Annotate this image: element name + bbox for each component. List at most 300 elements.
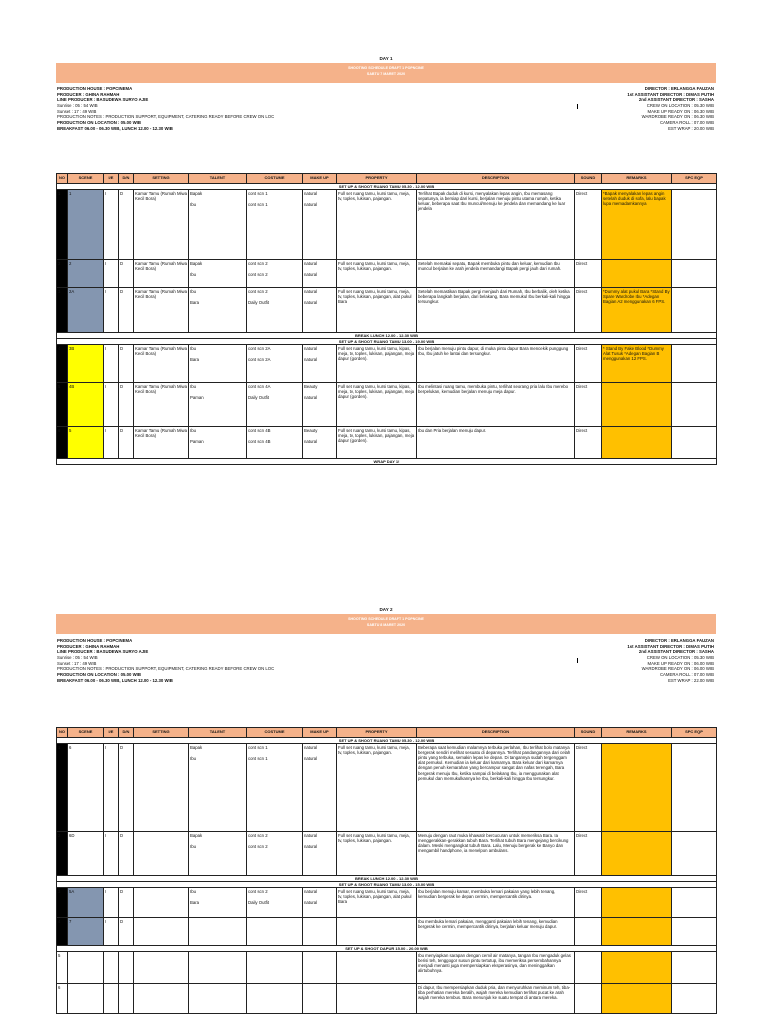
day1-title-banner — [56, 63, 716, 83]
spc-eqp-cell — [672, 984, 717, 1014]
scene-number: 4 — [57, 345, 68, 383]
spc-eqp-cell — [672, 190, 717, 260]
spc-eqp-cell — [672, 918, 717, 946]
scene-id: 3B — [68, 345, 104, 383]
table-row — [57, 345, 717, 383]
table-row — [57, 984, 717, 1014]
costume-cell-secondary: cont scn 2A — [248, 356, 271, 362]
talent-cell — [189, 832, 247, 876]
interior-exterior — [104, 952, 119, 984]
scene-number: 2 — [57, 832, 68, 876]
info-line: 1st ASSISTANT DIRECTOR : DIMAS PUTIH — [627, 91, 714, 97]
talent-cell-primary: Ibu — [190, 427, 196, 433]
section-label: BREAK LUNCH 12.00 - 12.30 WIB — [57, 876, 717, 882]
info-line: PRODUCER : GHINA RAHMAH — [57, 643, 120, 649]
remarks-cell — [602, 383, 672, 427]
day1-date: SABTU 7 MARET 2020 — [366, 71, 406, 76]
costume-cell-secondary: cont scn 4B — [248, 438, 271, 444]
makeup-cell — [303, 984, 337, 1014]
costume-cell-primary: cont scn 2 — [248, 832, 268, 838]
column-header: MAKE UP — [303, 174, 337, 184]
table-row — [57, 744, 717, 832]
scene-id: 2A — [68, 288, 104, 333]
costume-cell-secondary: cont scn 1 — [248, 201, 268, 207]
info-line: LINE PRODUCER : BASUDEWA SURYO AJIE — [57, 649, 149, 655]
day-night: D — [119, 832, 134, 876]
makeup-cell-primary: natural — [304, 260, 318, 266]
property-cell: Full set ruang tamu, kursi tamu, meja, tv, toples, lukisan, pajangan, alat pukul Bara — [337, 888, 417, 918]
costume-cell-primary: cont scn 1 — [248, 744, 268, 750]
makeup-cell-secondary: natural — [304, 755, 318, 761]
property-cell: Full set ruang tamu, kursi tamu, kipas, meja, tv, toples, lukisan, pajangan, meja dapur (gorden). — [337, 345, 417, 383]
column-header: REMARKS — [602, 728, 672, 738]
description-cell: Di dapur, Ibu mempersiapkan duduk pria, dan menyuruhkan meminum teh, tiba-tiba perhatian mereka beralih, wajah mereka kemudian terlihat pucat ke arah wajah mereka tembus. Bara menunjuk ke suatu tempat di antara mereka. — [417, 984, 575, 1014]
column-header: NO — [57, 728, 68, 738]
day2-schedule-table — [56, 727, 717, 1014]
column-header: COSTUME — [247, 174, 303, 184]
costume-cell-secondary: Daily Outfit — [248, 899, 270, 905]
day2-left-info — [57, 638, 397, 684]
day1-label: DAY 1 — [379, 56, 393, 61]
sound-cell: Direct — [575, 888, 602, 918]
talent-cell-primary: Bapak — [190, 832, 203, 838]
makeup-cell-gap — [304, 919, 335, 925]
costume-cell-primary: cont scn 2 — [248, 888, 268, 894]
scene-id: 5A — [68, 888, 104, 918]
remarks-cell: * Stand By Fake Blood *Dummy Alat Tusuk *Adegan Bagian B menggunakan 12 FPS. — [602, 345, 672, 383]
remarks-cell — [602, 260, 672, 288]
column-header: SOUND — [575, 728, 602, 738]
talent-cell — [189, 260, 247, 288]
interior-exterior: I — [104, 427, 119, 459]
description-cell: Ibu melintasi ruang tamu, membuka pintu, terlihat seorang pria lalu Ibu merebo berpelukan, kemudian berjalan menuju meja dapur. — [417, 383, 575, 427]
sound-cell: Direct — [575, 383, 602, 427]
description-cell: Setelah memastikan Bapak pergi menjauh dari Rumah, Ibu berbalik, oleh ketika beberapa langkah berjalan, dari belakang, Bara memukul Ibu berkali-kali hingga tersungkur. — [417, 288, 575, 333]
info-line: Sunrise : 05 : 54 WIB — [57, 655, 98, 661]
spc-eqp-cell — [672, 952, 717, 984]
column-header: REMARKS — [602, 174, 672, 184]
talent-cell-primary: Bapak — [190, 744, 203, 750]
makeup-cell — [303, 832, 337, 876]
remarks-cell: *Dummy alat pukul Bara *Stand By Spare Wardrobe Ibu *Adegan Bagian A2 menggunakan 6 FPS. — [602, 288, 672, 333]
info-line: PRODUCTION NOTES : PRODUCTION SUPPORT, EQUIPMENT, CATERING READY BEFORE CREW ON LOC — [57, 666, 275, 672]
property-cell: Full set ruang tamu, kursi tamu, meja, tv, toples, lukisan, pajangan, alat pukul Bara — [337, 288, 417, 333]
info-line: CREW ON LOCATION : 05.30 WIB — [646, 655, 714, 661]
spc-eqp-cell — [672, 383, 717, 427]
description-cell: Ibu membuka lemari pakaian, mengganti pakaian lebih tenang, kemudian bergerak ke cermin, mempercantik dirinya, berjalan keluar menuju dapur. — [417, 918, 575, 946]
column-header: COSTUME — [247, 728, 303, 738]
makeup-cell-secondary: natural — [304, 271, 318, 277]
talent-cell — [189, 744, 247, 832]
section-label: SET UP & SHOOT RUANG TAMU 05.30 - 12.00 WIB — [57, 738, 717, 744]
scene-number: 5 — [57, 383, 68, 427]
remarks-cell — [602, 427, 672, 459]
makeup-cell — [303, 952, 337, 984]
column-header: D/N — [119, 174, 134, 184]
setting-cell — [134, 918, 189, 946]
column-header: D/N — [119, 728, 134, 738]
talent-cell-secondary: Ibu — [190, 201, 196, 207]
info-line: 1st ASSISTANT DIRECTOR : DIMAS PUTIH — [627, 643, 714, 649]
setting-cell: Kamar Tamu (Rumah Miwa Kecil Bora) — [134, 190, 189, 260]
makeup-cell — [303, 345, 337, 383]
talent-cell — [189, 918, 247, 946]
property-cell: Full set ruang tamu, kursi tamu, kipas, meja, tv, toples, lukisan, pajangan, meja dapur (gorden). — [337, 427, 417, 459]
scene-id: 5 — [68, 427, 104, 459]
talent-cell — [189, 288, 247, 333]
sound-cell: Direct — [575, 427, 602, 459]
remarks-cell — [602, 888, 672, 918]
column-header: SOUND — [575, 174, 602, 184]
talent-cell-secondary: Ibu — [190, 271, 196, 277]
setting-cell — [134, 952, 189, 984]
setting-cell: Kamar Tamu (Rumah Miwa Kecil Bora) — [134, 288, 189, 333]
sound-cell — [575, 918, 602, 946]
property-cell: Full set ruang tamu, kursi tamu, meja, tv, toples, lukisan, pajangan. — [337, 744, 417, 832]
talent-cell-secondary: Bara — [190, 356, 200, 362]
column-header: MAKE UP — [303, 728, 337, 738]
day1-schedule-title: SHOOTING SCHEDULE DRAFT 1 POPNCINE — [348, 66, 424, 70]
costume-cell-primary: cont scn 2 — [248, 288, 268, 294]
makeup-cell-secondary: natural — [304, 843, 318, 849]
talent-cell — [189, 190, 247, 260]
costume-cell-gap — [248, 953, 301, 959]
makeup-cell-primary: natural — [304, 744, 318, 750]
sound-cell: Direct — [575, 744, 602, 832]
talent-cell-secondary: Paman — [190, 438, 204, 444]
scene-id: 7 — [68, 918, 104, 946]
spc-eqp-cell — [672, 288, 717, 333]
property-cell: Full set ruang tamu, kursi tamu, meja, tv, toples, lukisan, pajangan. — [337, 190, 417, 260]
description-cell: Setelah memakai sepatu, Bapak membuka pintu dan keluar, kemudian Ibu muncul berjalan ke arah jendela memandangi Bapak pergi jauh dari rumah. — [417, 260, 575, 288]
table-row — [57, 888, 717, 918]
interior-exterior: I — [104, 918, 119, 946]
setting-cell — [134, 888, 189, 918]
table-row — [57, 190, 717, 260]
talent-cell-primary: Bapak — [190, 190, 203, 196]
table-row — [57, 918, 717, 946]
talent-cell — [189, 888, 247, 918]
scene-number: 3 — [57, 888, 68, 918]
costume-cell — [247, 288, 303, 333]
day-night: D — [119, 260, 134, 288]
costume-cell-primary: cont scn 2 — [248, 260, 268, 266]
makeup-cell-primary: natural — [304, 288, 318, 294]
talent-cell-gap — [190, 919, 245, 925]
day1-left-info — [57, 86, 397, 132]
day-night: D — [119, 918, 134, 946]
interior-exterior: I — [104, 832, 119, 876]
column-header: SETTING — [134, 728, 189, 738]
property-cell: Full set ruang tamu, kursi tamu, kipas, meja, tv, toples, lukisan, pajangan, meja dapur (gorden). — [337, 383, 417, 427]
info-line: BREAKFAST 06.00 - 06.30 WIB, LUNCH 12.00 - 12.30 WIB — [57, 677, 173, 683]
makeup-cell-secondary: natural — [304, 356, 318, 362]
info-line: CAMERA ROLL : 07.00 WIB — [659, 672, 714, 678]
scene-id: 1 — [68, 190, 104, 260]
info-line: EST WRAP : 22.00 WIB — [668, 677, 714, 683]
description-cell: Ibu berjalan menuju kamar, membuka lemari pakaian yang lebih tenang, kemudian bergerak ke depan cermin, mempercantik dirinya. — [417, 888, 575, 918]
talent-cell-secondary: Ibu — [190, 843, 196, 849]
talent-cell — [189, 952, 247, 984]
day2-label: DAY 2 — [379, 607, 393, 612]
text-cursor — [577, 104, 578, 109]
info-line: CAMERA ROLL : 07.00 WIB — [659, 120, 714, 126]
property-cell — [337, 984, 417, 1014]
makeup-cell — [303, 260, 337, 288]
table-row — [57, 383, 717, 427]
scene-number: 5 — [57, 952, 68, 984]
spc-eqp-cell — [672, 260, 717, 288]
day-night — [119, 952, 134, 984]
column-header: SPC EQP — [672, 728, 717, 738]
info-line: EST WRAP : 20.00 WIB — [668, 125, 714, 131]
day-night: D — [119, 288, 134, 333]
column-header: SCENE — [68, 174, 104, 184]
makeup-cell — [303, 383, 337, 427]
day-night: D — [119, 345, 134, 383]
scene-number: 1 — [57, 744, 68, 832]
info-line: WARDROBE READY ON : 06.30 WIB — [641, 114, 714, 120]
sound-cell: Direct — [575, 345, 602, 383]
costume-cell-secondary: cont scn 1 — [248, 755, 268, 761]
scene-id — [68, 952, 104, 984]
info-line: PRODUCTION ON LOCATION : 05.00 WIB — [57, 120, 141, 126]
info-line: MAKE UP READY ON : 06.00 WIB — [647, 660, 714, 666]
section-label: SET UP & SHOOT RUANG TAMU 05.30 - 12.00 WIB — [57, 184, 717, 190]
costume-cell-secondary: Daily Outfit — [248, 299, 270, 305]
talent-cell-secondary: Bara — [190, 299, 200, 305]
day2-title-banner — [56, 614, 716, 634]
day-night — [119, 984, 134, 1014]
info-line: DIRECTOR : ERLANGGA FAUZAN — [644, 86, 714, 91]
day1-schedule-table — [56, 173, 717, 465]
sound-cell — [575, 984, 602, 1014]
makeup-cell-secondary: natural — [304, 299, 318, 305]
makeup-cell — [303, 288, 337, 333]
description-cell: Ibu dan Pria berjalan menuju dapur. — [417, 427, 575, 459]
remarks-cell — [602, 744, 672, 832]
info-line: PRODUCTION HOUSE : POPCINEMA — [57, 638, 133, 643]
costume-cell-secondary: Daily Outfit — [248, 394, 270, 400]
makeup-cell — [303, 744, 337, 832]
costume-cell-secondary: cont scn 2 — [248, 843, 268, 849]
column-header: TALENT — [189, 728, 247, 738]
scene-number: 4 — [57, 918, 68, 946]
column-header: PROPERTY — [337, 174, 417, 184]
info-line: 2nd ASSISTANT DIRECTOR : SASHA — [638, 649, 714, 655]
info-line: Sunset : 17 : 49 WIB — [57, 660, 97, 666]
sound-cell: Direct — [575, 260, 602, 288]
text-cursor — [577, 658, 578, 663]
column-header: I/E — [104, 728, 119, 738]
description-cell: Menuju dengan raut muka khawatir bercucuran untuk memeriksa Bara. Ia menggerakkan-gerakkan tubuh Bara. Terlihat tubuh Bara mengejang bercikung dalam. Meski mengangkat tubuh Bara. Lalu, Menuju bergerak ke Banyo dan mengambil handphone, ia menelpon ambulans. — [417, 832, 575, 876]
makeup-cell-gap — [304, 985, 335, 991]
sound-cell — [575, 952, 602, 984]
scene-number: 6 — [57, 427, 68, 459]
scene-id — [68, 984, 104, 1014]
info-line: LINE PRODUCER : BASUDEWA SURYO AJIE — [57, 97, 149, 103]
costume-cell-gap — [248, 985, 301, 991]
makeup-cell-primary: natural — [304, 832, 318, 838]
talent-cell-gap — [190, 985, 245, 991]
makeup-cell-primary: natural — [304, 888, 318, 894]
table-row — [57, 952, 717, 984]
spc-eqp-cell — [672, 744, 717, 832]
column-header: SETTING — [134, 174, 189, 184]
talent-cell-primary: Ibu — [190, 383, 196, 389]
costume-cell — [247, 260, 303, 288]
day-night: D — [119, 888, 134, 918]
table-row — [57, 427, 717, 459]
talent-cell-gap — [190, 953, 245, 959]
talent-cell — [189, 345, 247, 383]
remarks-cell — [602, 984, 672, 1014]
info-line: MAKE UP READY ON : 06.30 WIB — [647, 108, 714, 114]
section-label: WRAP DAY 1! — [57, 459, 717, 465]
makeup-cell-secondary: natural — [304, 438, 318, 444]
costume-cell — [247, 345, 303, 383]
day2-right-info — [434, 638, 714, 684]
section-label: SET UP & SHOOT DAPUR 15.00 - 20.00 WIB — [57, 946, 717, 952]
day-night: D — [119, 190, 134, 260]
talent-cell — [189, 984, 247, 1014]
remarks-cell — [602, 918, 672, 946]
description-cell: Ibu menyiapkan sarapan dengan cemil air matanya, tangan Ibu mengaduk gelas berisi teh, tenggogor susun pintu tertutup, ibu memeriksa persembahannya menjadi menanti juga mempersiapkan eksperasinya, dan meninggalkan alirtubuhnya. — [417, 952, 575, 984]
info-line: WARDROBE READY ON : 06.00 WIB — [641, 666, 714, 672]
interior-exterior: I — [104, 383, 119, 427]
info-line: Sunrise : 05 : 54 WIB — [57, 103, 98, 109]
costume-cell — [247, 744, 303, 832]
day1-header-row — [57, 174, 717, 184]
property-cell: Full set ruang tamu, kursi tamu, meja, tv, toples, lukisan, pajangan. — [337, 260, 417, 288]
section-row — [57, 459, 717, 465]
costume-cell — [247, 918, 303, 946]
scene-id: 2 — [68, 260, 104, 288]
remarks-cell — [602, 832, 672, 876]
interior-exterior: I — [104, 288, 119, 333]
costume-cell — [247, 832, 303, 876]
talent-cell-secondary: Ibu — [190, 755, 196, 761]
sound-cell: Direct — [575, 288, 602, 333]
sound-cell: Direct — [575, 832, 602, 876]
scene-number: 2 — [57, 260, 68, 288]
property-cell — [337, 952, 417, 984]
setting-cell: Kamar Tamu (Rumah Miwa Kecil Bora) — [134, 383, 189, 427]
makeup-cell-gap — [304, 953, 335, 959]
info-line: PRODUCTION NOTES : PRODUCTION SUPPORT, EQUIPMENT, CATERING READY BEFORE CREW ON LOC — [57, 114, 275, 120]
scene-id: 6D — [68, 832, 104, 876]
setting-cell: Kamar Tamu (Rumah Miwa Kecil Bora) — [134, 260, 189, 288]
info-line: DIRECTOR : ERLANGGA FAUZAN — [644, 638, 714, 643]
costume-cell-primary: cont scn 4A — [248, 383, 271, 389]
info-line: PRODUCTION ON LOCATION : 05.00 WIB — [57, 672, 141, 678]
column-header: I/E — [104, 174, 119, 184]
day2-header-row — [57, 728, 717, 738]
info-line: PRODUCTION HOUSE : POPCINEMA — [57, 86, 133, 91]
scene-number: 6 — [57, 984, 68, 1014]
costume-cell — [247, 888, 303, 918]
costume-cell — [247, 952, 303, 984]
costume-cell — [247, 383, 303, 427]
description-cell: Beberapa saat kemudian malamnya terbuka perlahan, Ibu terlihat bolo matanya bergerak sendiri melihat sesuatu di depannya. Terlihat pandangannya dari celah pintu yang terbuka, semakin lepas ke depan. Di tangannya sudah tergenggam alat pemukul. Kemudian ia keluar dari kamarnya. Bara keluar dari kamarnya dengan penuh kemarahan yang bercampur sangat dan nafas terengah, Bara bergerak menuju Ibu, ketika sampai di belakang Ibu, ia menggunakan alat pemukul dan memukulkannya ke Ibu, berkali-kali hingga Ibu tersungkur. — [417, 744, 575, 832]
scene-id: 6 — [68, 744, 104, 832]
remarks-cell — [602, 952, 672, 984]
interior-exterior — [104, 984, 119, 1014]
day-night: D — [119, 383, 134, 427]
remarks-cell: *Bapak menyalakan lepas angin setelah duduk di sofa, lalu bapak lupa memadamkannya — [602, 190, 672, 260]
interior-exterior: I — [104, 744, 119, 832]
column-header: PROPERTY — [337, 728, 417, 738]
setting-cell — [134, 832, 189, 876]
costume-cell-gap — [248, 919, 301, 925]
info-line: PRODUCER : GHINA RAHMAH — [57, 91, 120, 97]
costume-cell — [247, 427, 303, 459]
makeup-cell-primary: natural — [304, 190, 318, 196]
description-cell: Ibu berjalan menuju pintu dapur, di muka pintu dapur Bara mencekik punggung Ibu, Ibu jatuh ke lantai dan tersungkur. — [417, 345, 575, 383]
makeup-cell-secondary: natural — [304, 899, 318, 905]
talent-cell-primary: Bapak — [190, 260, 203, 266]
section-label: SET UP & SHOOT RUANG TAMU 13.00 - 15.00 WIB — [57, 882, 717, 888]
section-label: BREAK LUNCH 12.00 - 12.30 WIB — [57, 333, 717, 339]
makeup-cell — [303, 190, 337, 260]
costume-cell — [247, 984, 303, 1014]
makeup-cell-primary: Beauty — [304, 427, 318, 433]
column-header: NO — [57, 174, 68, 184]
makeup-cell — [303, 918, 337, 946]
talent-cell-primary: Ibu — [190, 288, 196, 294]
spc-eqp-cell — [672, 427, 717, 459]
makeup-cell — [303, 427, 337, 459]
talent-cell-primary: Ibu — [190, 345, 196, 351]
table-row — [57, 832, 717, 876]
interior-exterior: I — [104, 888, 119, 918]
setting-cell — [134, 744, 189, 832]
talent-cell — [189, 427, 247, 459]
column-header: DESCRIPTION — [417, 174, 575, 184]
setting-cell — [134, 984, 189, 1014]
day2-schedule-title: SHOOTING SCHEDULE DRAFT 1 POPNCINE — [348, 617, 424, 621]
section-label: SET UP & SHOOT RUANG TAMU 13.00 - 19.00 WIB — [57, 339, 717, 345]
costume-cell-primary: cont scn 1 — [248, 190, 268, 196]
interior-exterior: I — [104, 190, 119, 260]
setting-cell: Kamar Tamu (Rumah Miwa Kecil Bora) — [134, 427, 189, 459]
makeup-cell-secondary: natural — [304, 201, 318, 207]
column-header: DESCRIPTION — [417, 728, 575, 738]
sound-cell: Direct — [575, 190, 602, 260]
table-row — [57, 288, 717, 333]
interior-exterior: I — [104, 260, 119, 288]
description-cell: Terlihat Bapak duduk di kursi, menyalakan lepas angin, Ibu memasang sepatunya, ia bersiap dari kursi, berjalan menuju pintu utama rumah, ketika keluar, beberapa saat Ibu muncul/menuju ke jendela dan memandang ke luar jendela — [417, 190, 575, 260]
costume-cell — [247, 190, 303, 260]
column-header: SCENE — [68, 728, 104, 738]
day-night: D — [119, 744, 134, 832]
spc-eqp-cell — [672, 345, 717, 383]
setting-cell: Kamar Tamu (Rumah Miwa Kecil Bora) — [134, 345, 189, 383]
column-header: SPC EQP — [672, 174, 717, 184]
scene-number: 3 — [57, 288, 68, 333]
info-line: 2nd ASSISTANT DIRECTOR : SASHA — [638, 97, 714, 103]
makeup-cell-primary: Beauty — [304, 383, 318, 389]
info-line: CREW ON LOCATION : 05.30 WIB — [646, 103, 714, 109]
property-cell — [337, 918, 417, 946]
scene-id: 4B — [68, 383, 104, 427]
spc-eqp-cell — [672, 832, 717, 876]
makeup-cell — [303, 888, 337, 918]
talent-cell-secondary: Bara — [190, 899, 200, 905]
talent-cell — [189, 383, 247, 427]
info-line: Sunset : 17 : 49 WIB — [57, 108, 97, 114]
talent-cell-primary: Ibu — [190, 888, 196, 894]
